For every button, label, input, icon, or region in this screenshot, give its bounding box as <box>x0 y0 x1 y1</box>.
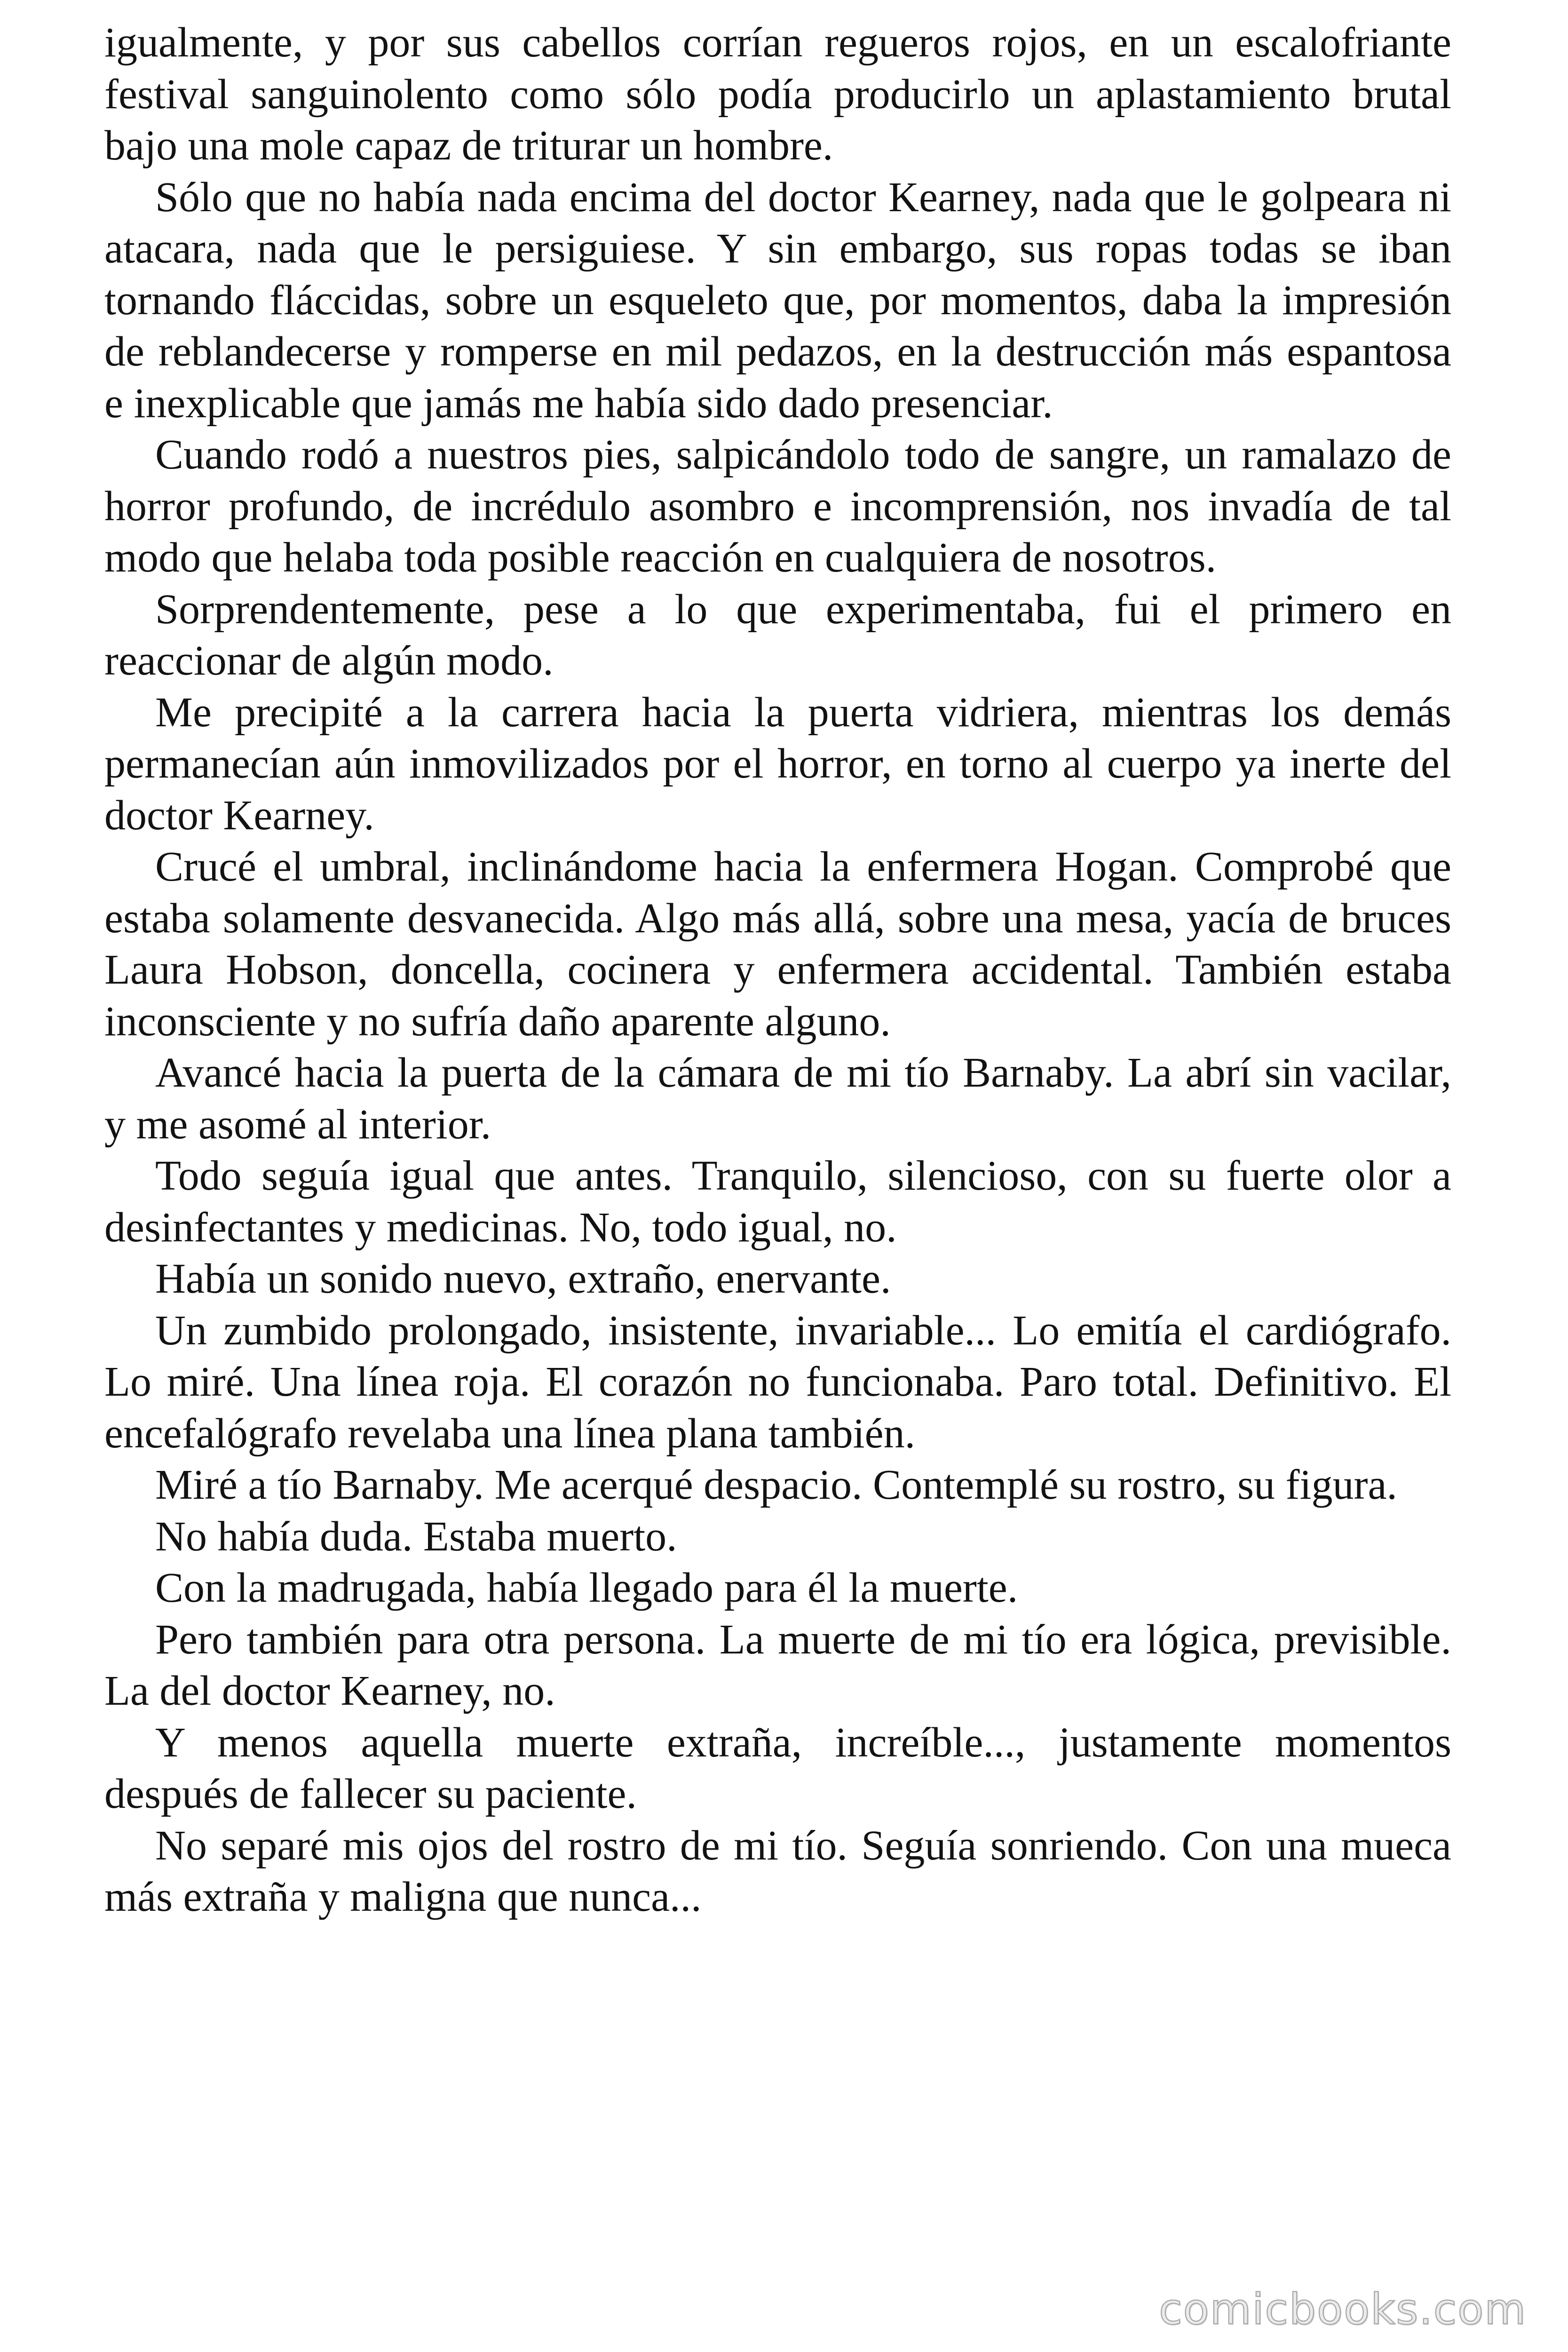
paragraph <box>104 1459 1451 1511</box>
text-line: igualmente, y por sus cabellos corrían regueros rojos, en un escalofriante <box>104 19 1451 66</box>
text-line: encefalógrafo revelaba una línea plana también. <box>104 1410 916 1457</box>
paragraph <box>104 1305 1451 1460</box>
text-line: inconsciente y no sufría daño aparente alguno. <box>104 998 891 1045</box>
watermark: comicbooks.com <box>1159 2285 1527 2334</box>
paragraph <box>104 1614 1451 1717</box>
text-line: Un zumbido prolongado, insistente, invariable... Lo emitía el cardiógrafo. <box>155 1307 1451 1354</box>
paragraph <box>104 429 1451 584</box>
text-line: horror profundo, de incrédulo asombro e incomprensión, nos invadía de tal <box>104 483 1451 530</box>
text-line: Miré a tío Barnaby. Me acerqué despacio. Contemplé su rostro, su figura. <box>155 1462 1397 1508</box>
text-line: Con la madrugada, había llegado para él la muerte. <box>155 1565 1018 1611</box>
paragraph <box>104 1717 1451 1820</box>
paragraph <box>104 584 1451 687</box>
text-line: Había un sonido nuevo, extraño, enervante. <box>155 1255 891 1302</box>
paragraph <box>104 1511 1451 1563</box>
text-line: bajo una mole capaz de triturar un hombre. <box>104 122 833 169</box>
body-text <box>104 17 1451 1923</box>
text-line: modo que helaba toda posible reacción en cualquiera de nosotros. <box>104 534 1217 581</box>
paragraph <box>104 841 1451 1047</box>
text-line: desinfectantes y medicinas. No, todo igual, no. <box>104 1204 897 1251</box>
text-line: Avancé hacia la puerta de la cámara de mi tío Barnaby. La abrí sin vacilar, <box>155 1049 1451 1096</box>
text-line: estaba solamente desvanecida. Algo más allá, sobre una mesa, yacía de bruces <box>104 895 1451 942</box>
text-line: Cuando rodó a nuestros pies, salpicándolo todo de sangre, un ramalazo de <box>155 431 1451 478</box>
text-line: Todo seguía igual que antes. Tranquilo, silencioso, con su fuerte olor a <box>155 1152 1451 1199</box>
text-line: Sorprendentemente, pese a lo que experimentaba, fui el primero en <box>155 586 1451 633</box>
text-line: No separé mis ojos del rostro de mi tío. Seguía sonriendo. Con una mueca <box>155 1822 1451 1869</box>
paragraph <box>104 1562 1451 1614</box>
text-line: permanecían aún inmovilizados por el horror, en torno al cuerpo ya inerte del <box>104 740 1451 787</box>
paragraph <box>104 1253 1451 1305</box>
text-line: y me asomé al interior. <box>104 1101 491 1148</box>
text-line: reaccionar de algún modo. <box>104 637 554 684</box>
paragraph <box>104 1820 1451 1923</box>
paragraph <box>104 1150 1451 1253</box>
text-line: Me precipité a la carrera hacia la puerta vidriera, mientras los demás <box>155 689 1451 736</box>
text-line: No había duda. Estaba muerto. <box>155 1513 677 1560</box>
text-line: e inexplicable que jamás me había sido dado presenciar. <box>104 380 1053 427</box>
paragraph <box>104 172 1451 429</box>
text-line: atacara, nada que le persiguiese. Y sin embargo, sus ropas todas se iban <box>104 225 1451 272</box>
paragraph <box>104 17 1451 172</box>
paragraph <box>104 687 1451 842</box>
text-line: de reblandecerse y romperse en mil pedazos, en la destrucción más espantosa <box>104 328 1451 375</box>
paragraph <box>104 1047 1451 1150</box>
text-line: después de fallecer su paciente. <box>104 1771 637 1817</box>
text-line: doctor Kearney. <box>104 792 374 839</box>
text-line: La del doctor Kearney, no. <box>104 1668 555 1714</box>
text-line: Y menos aquella muerte extraña, increíble..., justamente momentos <box>155 1719 1451 1766</box>
text-line: Laura Hobson, doncella, cocinera y enfermera accidental. También estaba <box>104 946 1451 993</box>
text-line: Crucé el umbral, inclinándome hacia la enfermera Hogan. Comprobé que <box>155 843 1451 890</box>
text-line: Sólo que no había nada encima del doctor Kearney, nada que le golpeara ni <box>155 174 1451 221</box>
text-line: festival sanguinolento como sólo podía producirlo un aplastamiento brutal <box>104 71 1451 118</box>
text-line: tornando fláccidas, sobre un esqueleto que, por momentos, daba la impresión <box>104 277 1451 324</box>
text-line: más extraña y maligna que nunca... <box>104 1874 702 1920</box>
text-line: Lo miré. Una línea roja. El corazón no funcionaba. Paro total. Definitivo. El <box>104 1359 1451 1405</box>
text-line: Pero también para otra persona. La muerte de mi tío era lógica, previsible. <box>155 1616 1451 1663</box>
